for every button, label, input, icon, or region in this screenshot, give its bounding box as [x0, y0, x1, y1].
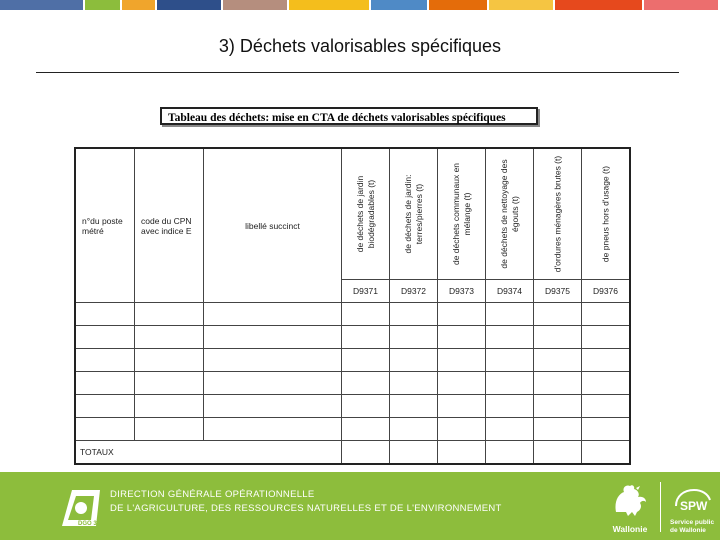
top-bar-segment [157, 0, 221, 10]
table-cell[interactable] [534, 372, 582, 395]
table-cell[interactable] [204, 303, 342, 326]
table-cell[interactable] [438, 395, 486, 418]
table-cell[interactable] [582, 418, 631, 441]
table-cell[interactable] [486, 326, 534, 349]
table-cell[interactable] [342, 441, 390, 465]
table-cell[interactable] [438, 372, 486, 395]
table-cell[interactable] [342, 349, 390, 372]
header-libelle: libellé succinct [204, 148, 342, 303]
table-cell[interactable] [390, 395, 438, 418]
table-cell[interactable] [486, 372, 534, 395]
header-waste-3: de déchets communaux en mélange (t) [438, 148, 486, 280]
table-cell[interactable] [438, 441, 486, 465]
footer-banner [0, 472, 720, 540]
table-cell[interactable] [582, 349, 631, 372]
header-code-cpn: code du CPN avec indice E [135, 148, 204, 303]
dgo-logo [58, 488, 104, 528]
table-cell[interactable] [75, 349, 135, 372]
table-cell[interactable] [75, 303, 135, 326]
code-cell: D9375 [534, 280, 582, 303]
table-cell[interactable] [204, 349, 342, 372]
table-cell[interactable] [390, 303, 438, 326]
table-cell[interactable] [390, 372, 438, 395]
spw-logo [670, 484, 712, 516]
title-divider [36, 72, 679, 73]
table-cell[interactable] [204, 326, 342, 349]
table-cell[interactable] [75, 372, 135, 395]
table-cell[interactable] [204, 395, 342, 418]
table-cell[interactable] [582, 303, 631, 326]
table-cell[interactable] [342, 418, 390, 441]
table-cell[interactable] [486, 441, 534, 465]
table-cell[interactable] [75, 326, 135, 349]
table-cell[interactable] [534, 441, 582, 465]
header-waste-4: de déchets de nettoyage des égouts (t) [486, 148, 534, 280]
table-cell[interactable] [342, 303, 390, 326]
top-bar-segment [289, 0, 369, 10]
table-row [75, 326, 630, 349]
top-bar-segment [0, 0, 83, 10]
table-cell[interactable] [582, 326, 631, 349]
header-row [75, 148, 630, 280]
table-cell[interactable] [390, 349, 438, 372]
svg-text:DGO 3: DGO 3 [78, 521, 97, 527]
table-cell[interactable] [390, 418, 438, 441]
table-cell[interactable] [486, 303, 534, 326]
table-cell[interactable] [135, 303, 204, 326]
table-row [75, 418, 630, 441]
table-row [75, 349, 630, 372]
footer-line-2: DE L'AGRICULTURE, DES RESSOURCES NATURELLES ET DE L'ENVIRONNEMENT [110, 503, 502, 514]
code-cell: D9374 [486, 280, 534, 303]
table-cell[interactable] [534, 349, 582, 372]
table-cell[interactable] [342, 372, 390, 395]
rooster-logo [608, 482, 652, 518]
logo-separator [660, 482, 661, 532]
table-cell[interactable] [75, 395, 135, 418]
svg-text:SPW: SPW [680, 499, 708, 513]
table-row [75, 372, 630, 395]
totals-row [75, 441, 630, 465]
table-cell[interactable] [135, 326, 204, 349]
top-bar-segment [555, 0, 642, 10]
table-cell[interactable] [438, 349, 486, 372]
top-bar-segment [85, 0, 120, 10]
header-waste-5: d'ordures ménagères brutes (t) [534, 148, 582, 280]
table-cell[interactable] [342, 395, 390, 418]
code-cell: D9371 [342, 280, 390, 303]
table-cell[interactable] [438, 303, 486, 326]
code-cell: D9373 [438, 280, 486, 303]
table-cell[interactable] [135, 395, 204, 418]
table-row [75, 395, 630, 418]
slide-title: 3) Déchets valorisables spécifiques [218, 36, 502, 56]
table-cell[interactable] [390, 326, 438, 349]
table-cell[interactable] [486, 418, 534, 441]
header-waste-1: de déchets de jardin biodégradables (t) [342, 148, 390, 280]
table-cell[interactable] [135, 418, 204, 441]
footer-line-1: DIRECTION GÉNÉRALE OPÉRATIONNELLE [110, 489, 315, 500]
table-cell[interactable] [342, 326, 390, 349]
top-bar-segment [223, 0, 287, 10]
table-cell[interactable] [534, 303, 582, 326]
top-bar-segment [122, 0, 155, 10]
totals-label: TOTAUX [75, 441, 342, 465]
table-cell[interactable] [390, 441, 438, 465]
header-poste: n°du poste métré [75, 148, 135, 303]
table-cell[interactable] [582, 441, 631, 465]
header-waste-2: de déchets de jardin: terres/pierres (t) [390, 148, 438, 280]
table-cell[interactable] [75, 418, 135, 441]
table-cell[interactable] [438, 326, 486, 349]
top-bar-segment [371, 0, 427, 10]
table-cell[interactable] [582, 372, 631, 395]
code-cell: D9372 [390, 280, 438, 303]
table-cell[interactable] [204, 418, 342, 441]
table-cell[interactable] [582, 395, 631, 418]
table-cell[interactable] [534, 326, 582, 349]
table-cell[interactable] [438, 418, 486, 441]
waste-table [74, 147, 631, 465]
top-color-bar [0, 0, 720, 10]
table-cell[interactable] [135, 372, 204, 395]
spw-caption: Service public de Wallonie [670, 519, 715, 534]
table-cell[interactable] [534, 395, 582, 418]
top-bar-segment [429, 0, 487, 10]
header-waste-6: de pneus hors d'usage (t) [582, 148, 631, 280]
table-caption: Tableau des déchets: mise en CTA de déchets valorisables spécifiques [160, 107, 538, 125]
table-cell[interactable] [135, 349, 204, 372]
table-cell[interactable] [204, 372, 342, 395]
wallonie-label: Wallonie [612, 524, 648, 534]
top-bar-segment [489, 0, 553, 10]
table-cell[interactable] [534, 418, 582, 441]
table-row [75, 303, 630, 326]
code-cell: D9376 [582, 280, 631, 303]
table-cell[interactable] [486, 349, 534, 372]
table-cell[interactable] [486, 395, 534, 418]
top-bar-segment [644, 0, 718, 10]
